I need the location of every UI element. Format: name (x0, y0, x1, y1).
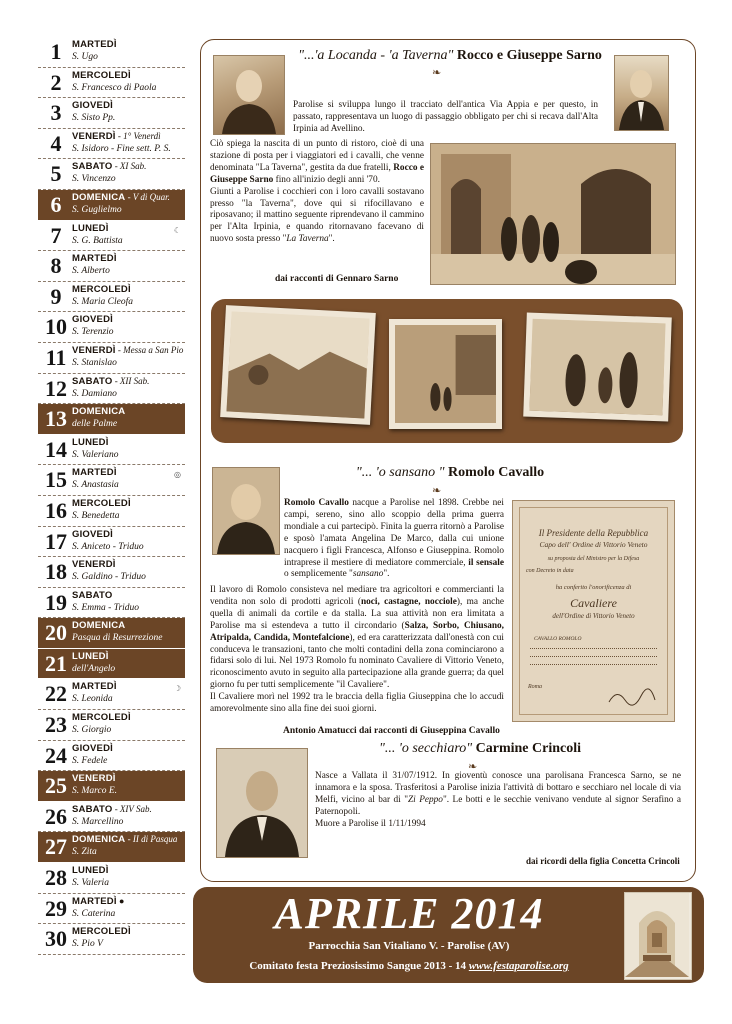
weekday-label: GIOVEDÌ (72, 742, 113, 754)
day-number: 10 (45, 314, 67, 340)
photo-strip (211, 299, 683, 443)
day-number: 21 (45, 650, 67, 676)
weekday-label: DOMENICA (72, 406, 126, 418)
cert-line-5: ha conferito l'onorificenza di (555, 584, 632, 591)
sansano-credit: Antonio Amatucci dai racconti di Giuseppina Cavallo (283, 726, 500, 736)
saint-name: S. Alberto (72, 266, 110, 277)
saint-name: S. Galdino - Triduo (72, 572, 146, 583)
cert-line-1: Il Presidente della Repubblica (538, 528, 649, 538)
weekday-label: DOMENICA - V di Quar. (72, 191, 170, 203)
footer-banner (193, 887, 704, 983)
saint-name: S. Ugo (72, 52, 98, 62)
calendar-day-26 (38, 802, 185, 833)
weekday-label: VENERDÌ (72, 773, 116, 785)
website-link[interactable]: www.festaparolise.org (468, 960, 569, 972)
calendar-day-15 (38, 465, 185, 496)
day-number: 27 (45, 834, 67, 860)
weekday-label: SABATO - XIV Sab. (72, 803, 152, 815)
calendar-day-10 (38, 312, 185, 343)
sansano-title: "... 'o sansano " Romolo Cavallo (355, 465, 545, 480)
calendar-day-25 (38, 771, 185, 802)
day-number: 5 (50, 161, 62, 187)
moon-phase-icon: ☾ (173, 225, 181, 235)
weekday-label: DOMENICA (72, 620, 126, 632)
taverna-credit: dai racconti di Gennaro Sarno (275, 274, 399, 284)
day-number: 8 (50, 253, 62, 279)
taverna-paragraph-2: Ciò spiega la nascita di un punto di ristoro, cioè di una stazione di posta per i viaggiatori ed i cavalli, che venne denominata "La Taverna", gestita da due fratelli, Rocco e Giuseppe Sarno fino all'inizio degli anni '70. Giunti a Parolise i cocchieri con i loro cavalli sostavano presso "la Taverna", dove qui si rifocillavano e riposavano; il mattino seguente riprendevano il cammino per l'Alta Irpinia, e quando ritornavano facevano di nuovo sosta presso "La Taverna". (210, 139, 425, 245)
calendar-day-14 (38, 435, 185, 466)
parish-name: Parrocchia San Vitaliano V. - Parolise (AV) (308, 940, 510, 952)
calendar-day-24 (38, 741, 185, 772)
photo-group-family (523, 313, 672, 422)
calendar-day-27 (38, 832, 185, 863)
weekday-label: GIOVEDÌ (72, 100, 113, 112)
cavaliere-certificate (512, 500, 675, 722)
weekday-label: MERCOLEDÌ (72, 712, 131, 724)
saint-name: S. Maria Cleofa (72, 296, 133, 307)
saint-name: S. Aniceto - Triduo (72, 541, 144, 552)
calendar-day-4 (38, 129, 185, 160)
calendar-day-19 (38, 588, 185, 619)
signature-icon (607, 686, 657, 708)
sansano-paragraph-2: Il lavoro di Romolo consisteva nel mediare tra agricoltori e commercianti la vendita non solo di prodotti agricoli (noci, castagne, nocciole), ma anche quella di animali da cortile e da stalla. La sua attività non era limitata a Parolise ma si estendeva a tutto il circondario (Salza, Sorbo, Chiusano, Atripalda, Candida, Montefalcione), ed era caratterizzata dall'onestà con cui conduceva le transazioni, tanto che molti contadini della zona cominciarono a fidarsi solo di lui. Nel 1973 Romolo fu nominato Cavaliere di Vittorio Veneto, riconoscimento avuto in seguito alla partecipazione alla grande guerra; da quel giorno fu per tutti semplicemente "il Cavaliere". Il Cavaliere morì nel 1992 tra le braccia della figlia Giuseppina che lo accudì amorevolmente sino alla fine dei suoi giorni. (210, 585, 505, 715)
weekday-label: MARTEDÌ (72, 681, 117, 693)
day-number: 25 (45, 773, 67, 799)
day-number: 3 (50, 100, 62, 126)
day-number: 13 (45, 406, 67, 432)
photo-carmine-crincoli (216, 748, 308, 858)
photo-old-postcard (220, 305, 376, 425)
calendar-day-22 (38, 679, 185, 710)
weekday-label: LUNEDÌ (72, 650, 109, 662)
photo-romolo-cavallo (212, 467, 280, 555)
day-number: 17 (45, 528, 67, 554)
secchiaro-credit: dai ricordi della figlia Concetta Crincoli (526, 856, 680, 866)
calendar-day-16 (38, 496, 185, 527)
weekday-label: LUNEDÌ (72, 222, 109, 234)
calendar-day-28 (38, 863, 185, 894)
weekday-label: MERCOLEDÌ (72, 926, 131, 938)
saint-name: S. Anastasia (72, 480, 119, 491)
day-number: 22 (45, 681, 67, 707)
calendar-day-5 (38, 159, 185, 190)
weekday-label: SABATO - XI Sab. (72, 161, 147, 173)
calendar-day-7 (38, 221, 185, 252)
day-number: 12 (45, 375, 67, 401)
moon-phase-icon: ◎ (174, 470, 181, 480)
saint-name: S. Guglielmo (72, 204, 122, 215)
saint-name: delle Palme (72, 419, 118, 430)
day-number: 16 (45, 497, 67, 523)
secchiaro-paragraph: Nasce a Vallata il 31/07/1912. In gioventù conosce una parolisana Francesca Sarno, se ne innamora e la sposa. Trasferitosi a Parolise inizia l'attività di bottaro e secchiaro nel locale di via Melfi, vicino al bar di "Zi Peppo". Le botti e le secchie venivano vendute al signor Serafino a Paternopoli. Muore a Parolise il 1/11/1994 (315, 771, 682, 829)
day-number: 20 (45, 620, 67, 646)
day-number: 23 (45, 712, 67, 738)
saint-name: S. Caterina (72, 908, 116, 919)
weekday-label: MARTEDÌ (72, 39, 117, 50)
calendar-day-3 (38, 98, 185, 129)
day-number: 18 (45, 559, 67, 585)
cert-line-7: dell'Ordine di Vittorio Veneto (552, 612, 635, 620)
ornament-icon: ❧ (432, 67, 442, 79)
day-number: 26 (45, 803, 67, 829)
day-number: 15 (45, 467, 67, 493)
day-number: 11 (45, 344, 67, 370)
committee-line: Comitato festa Preziosissimo Sangue 2013 - 14 www.festaparolise.org (249, 960, 569, 972)
calendar-day-9 (38, 282, 185, 313)
church-interior-photo (624, 892, 692, 980)
calendar-day-2 (38, 68, 185, 99)
saint-name: dell'Angelo (72, 663, 116, 674)
saint-name: S. Stanislao (72, 357, 117, 368)
taverna-paragraph-1: Parolise si sviluppa lungo il tracciato dell'antica Via Appia e per questo, in passato, rappresentava un luogo di passaggio obbligato per chi si recava dall'Alta Irpinia ad Avellino. (293, 100, 598, 134)
ornament-icon: ❧ (432, 485, 442, 497)
secchiaro-title: "... 'o secchiaro" Carmine Crincoli (378, 741, 582, 756)
weekday-label: DOMENICA - II di Pasqua (72, 834, 178, 846)
day-number: 1 (50, 39, 62, 64)
calendar-day-29 (38, 894, 185, 925)
saint-name: S. Sisto Pp. (72, 113, 116, 124)
cert-line-6: Cavaliere (570, 596, 617, 610)
saint-name: S. Valeriano (72, 449, 119, 460)
day-number: 24 (45, 742, 67, 768)
calendar-day-8 (38, 251, 185, 282)
day-number: 30 (45, 926, 67, 952)
calendar-column (38, 37, 185, 955)
cert-line-8: CAVALLO ROMOLO (534, 636, 582, 642)
calendar-day-30 (38, 924, 185, 955)
day-number: 19 (45, 589, 67, 615)
cert-line-4: con Decreto in data (526, 568, 574, 574)
weekday-label: VENERDÌ - Messa a San Pio (72, 344, 184, 356)
weekday-label: MARTEDÌ (72, 467, 117, 479)
photo-square-children (389, 319, 502, 429)
weekday-label: MARTEDÌ (72, 253, 117, 265)
month-title: APRILE 2014 (274, 889, 544, 938)
weekday-label: SABATO - XII Sab. (72, 375, 150, 387)
calendar-day-18 (38, 557, 185, 588)
weekday-label: SABATO (72, 589, 113, 601)
calendar-day-6 (38, 190, 185, 221)
saint-name: S. Fedele (72, 755, 108, 766)
sansano-paragraph-1: Romolo Cavallo nacque a Parolise nel 1898. Crebbe nei campi, sereno, sino allo scoppio della prima guerra mondiale a cui partecipò. Finita la guerra ritornò a Parolise e sposò l'amata Angelina De Marco, dalla cui unione nacquero i figli Francesca, Alfonso e Giuseppina. Romolo intraprese il mestiere di mediatore commerciale, il sensale o semplicemente "sansano". (284, 498, 504, 580)
saint-name: S. Damiano (72, 388, 117, 399)
calendar-day-12 (38, 374, 185, 405)
moon-phase-icon: ☽ (173, 684, 181, 694)
photo-taverna-street (430, 143, 676, 285)
day-number: 2 (50, 69, 62, 95)
saint-name: S. Emma - Triduo (72, 602, 140, 613)
saint-name: S. Marco E. (72, 786, 118, 797)
calendar-day-13 (38, 404, 185, 435)
calendar-day-20 (38, 618, 185, 649)
weekday-label: VENERDÌ - 1° Venerdì (72, 130, 161, 142)
calendar-day-23 (38, 710, 185, 741)
calendar-day-21 (38, 649, 185, 680)
day-number: 9 (50, 283, 62, 309)
day-number: 28 (45, 865, 67, 891)
saint-name: S. Francesco di Paola (72, 82, 157, 93)
weekday-label: LUNEDÌ (72, 865, 109, 877)
calendar-day-17 (38, 527, 185, 558)
taverna-title: "...'a Locanda - 'a Taverna" Rocco e Giuseppe Sarno (298, 48, 602, 63)
cert-line-3: su proposta del Ministro per la Difesa (547, 556, 640, 562)
saint-name: S. Marcellino (72, 816, 124, 827)
saint-name: S. Valeria (72, 878, 109, 889)
day-number: 29 (45, 895, 67, 921)
saint-name: S. Giorgio (72, 725, 112, 736)
saint-name: S. Pio V (72, 939, 103, 950)
saint-name: S. Isidoro - Fine sett. P. S. (72, 143, 171, 154)
day-number: 14 (45, 436, 67, 462)
saint-name: S. Benedetta (72, 510, 120, 521)
weekday-label: LUNEDÌ (72, 436, 109, 448)
saint-name: S. Terenzio (72, 327, 114, 338)
photo-giuseppe-sarno (614, 55, 669, 131)
weekday-label: MARTEDÌ ● (72, 895, 125, 907)
saint-name: S. Leonida (72, 694, 113, 705)
saint-name: S. Zita (72, 847, 97, 858)
saint-name: Pasqua di Resurrezione (72, 633, 163, 644)
weekday-label: VENERDÌ (72, 559, 116, 571)
day-number: 4 (50, 130, 62, 156)
cert-line-9: Roma (528, 684, 542, 690)
saint-name: S. G. Battista (72, 235, 123, 246)
ornament-icon: ❧ (468, 761, 478, 773)
day-number: 7 (50, 222, 62, 248)
weekday-label: MERCOLEDÌ (72, 497, 131, 509)
weekday-label: MERCOLEDÌ (72, 69, 131, 81)
photo-rocco-sarno (213, 55, 285, 135)
cert-line-2: Capo dell' Ordine di Vittorio Veneto (539, 540, 648, 549)
weekday-label: GIOVEDÌ (72, 528, 113, 540)
weekday-label: MERCOLEDÌ (72, 283, 131, 295)
day-number: 6 (50, 191, 62, 217)
saint-name: S. Vincenzo (72, 174, 116, 185)
calendar-day-11 (38, 343, 185, 374)
calendar-day-1 (38, 37, 185, 68)
weekday-label: GIOVEDÌ (72, 314, 113, 326)
